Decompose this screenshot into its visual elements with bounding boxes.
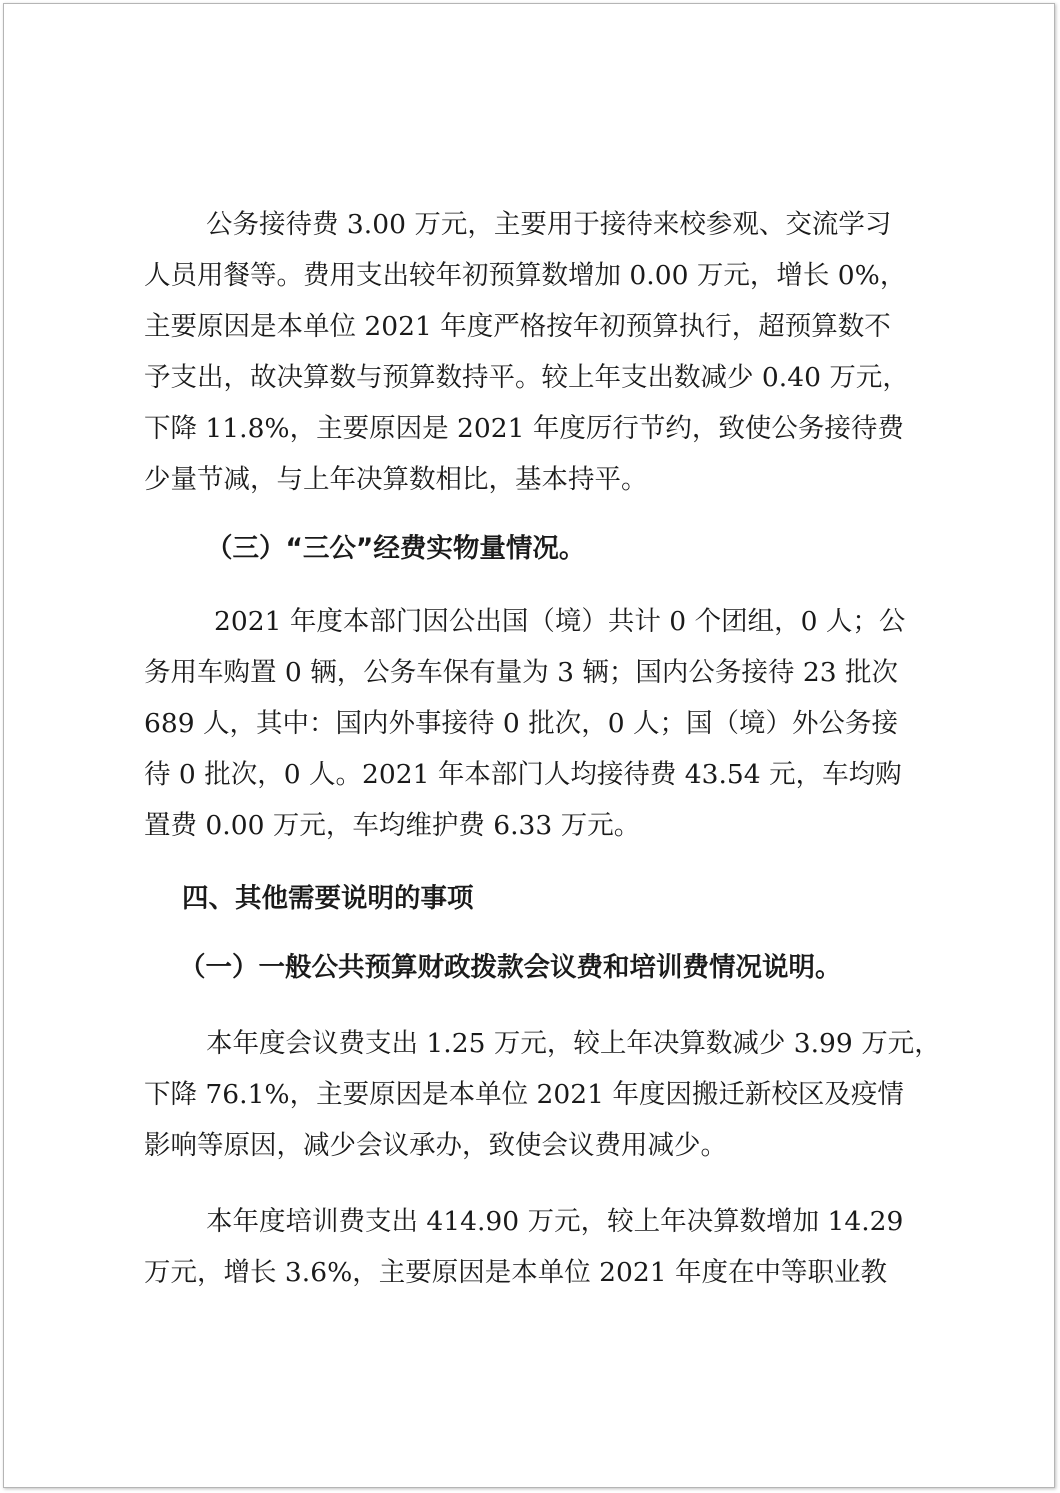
text-line: 少量节减，与上年决算数相比，基本持平。 — [144, 464, 648, 495]
paragraph-meeting-expense — [144, 1018, 944, 1171]
section-heading-other-matters: 四、其他需要说明的事项 — [182, 883, 474, 914]
text-line: 689 人，其中：国内外事接待 0 批次，0 人；国（境）外公务接 — [144, 708, 898, 739]
text-line: 待 0 批次，0 人。2021 年本部门人均接待费 43.54 元，车均购 — [144, 759, 902, 790]
paragraph-reception-expense — [144, 199, 944, 505]
text-line: 下降 76.1%，主要原因是本单位 2021 年度因搬迁新校区及疫情 — [144, 1079, 904, 1110]
section-heading-three-public: （三）“三公”经费实物量情况。 — [206, 533, 586, 564]
text-line: 务用车购置 0 辆，公务车保有量为 3 辆；国内公务接待 23 批次 — [144, 657, 898, 688]
text-line: 万元，增长 3.6%，主要原因是本单位 2021 年度在中等职业教 — [144, 1257, 888, 1288]
text-line: 下降 11.8%，主要原因是 2021 年度厉行节约，致使公务接待费 — [144, 413, 904, 444]
text-line: 予支出，故决算数与预算数持平。较上年支出数减少 0.40 万元， — [144, 362, 909, 393]
document-body — [144, 199, 944, 1298]
text-line: 公务接待费 3.00 万元，主要用于接待来校参观、交流学习 — [206, 209, 892, 240]
text-line: 主要原因是本单位 2021 年度严格按年初预算执行，超预算数不 — [144, 311, 891, 342]
paragraph-training-expense — [144, 1196, 944, 1298]
text-line: 2021 年度本部门因公出国（境）共计 0 个团组，0 人；公 — [214, 606, 906, 637]
document-page — [3, 3, 1055, 1488]
paragraph-physical-quantities — [144, 596, 944, 851]
section-heading-meeting-training: （一）一般公共预算财政拨款会议费和培训费情况说明。 — [179, 952, 842, 983]
text-line: 影响等原因，减少会议承办，致使会议费用减少。 — [144, 1130, 727, 1161]
text-line: 本年度培训费支出 414.90 万元，较上年决算数增加 14.29 — [206, 1206, 904, 1237]
text-line: 本年度会议费支出 1.25 万元，较上年决算数减少 3.99 万元， — [206, 1028, 941, 1059]
text-line: 置费 0.00 万元，车均维护费 6.33 万元。 — [144, 810, 641, 841]
text-line: 人员用餐等。费用支出较年初预算数增加 0.00 万元，增长 0%， — [144, 260, 907, 291]
